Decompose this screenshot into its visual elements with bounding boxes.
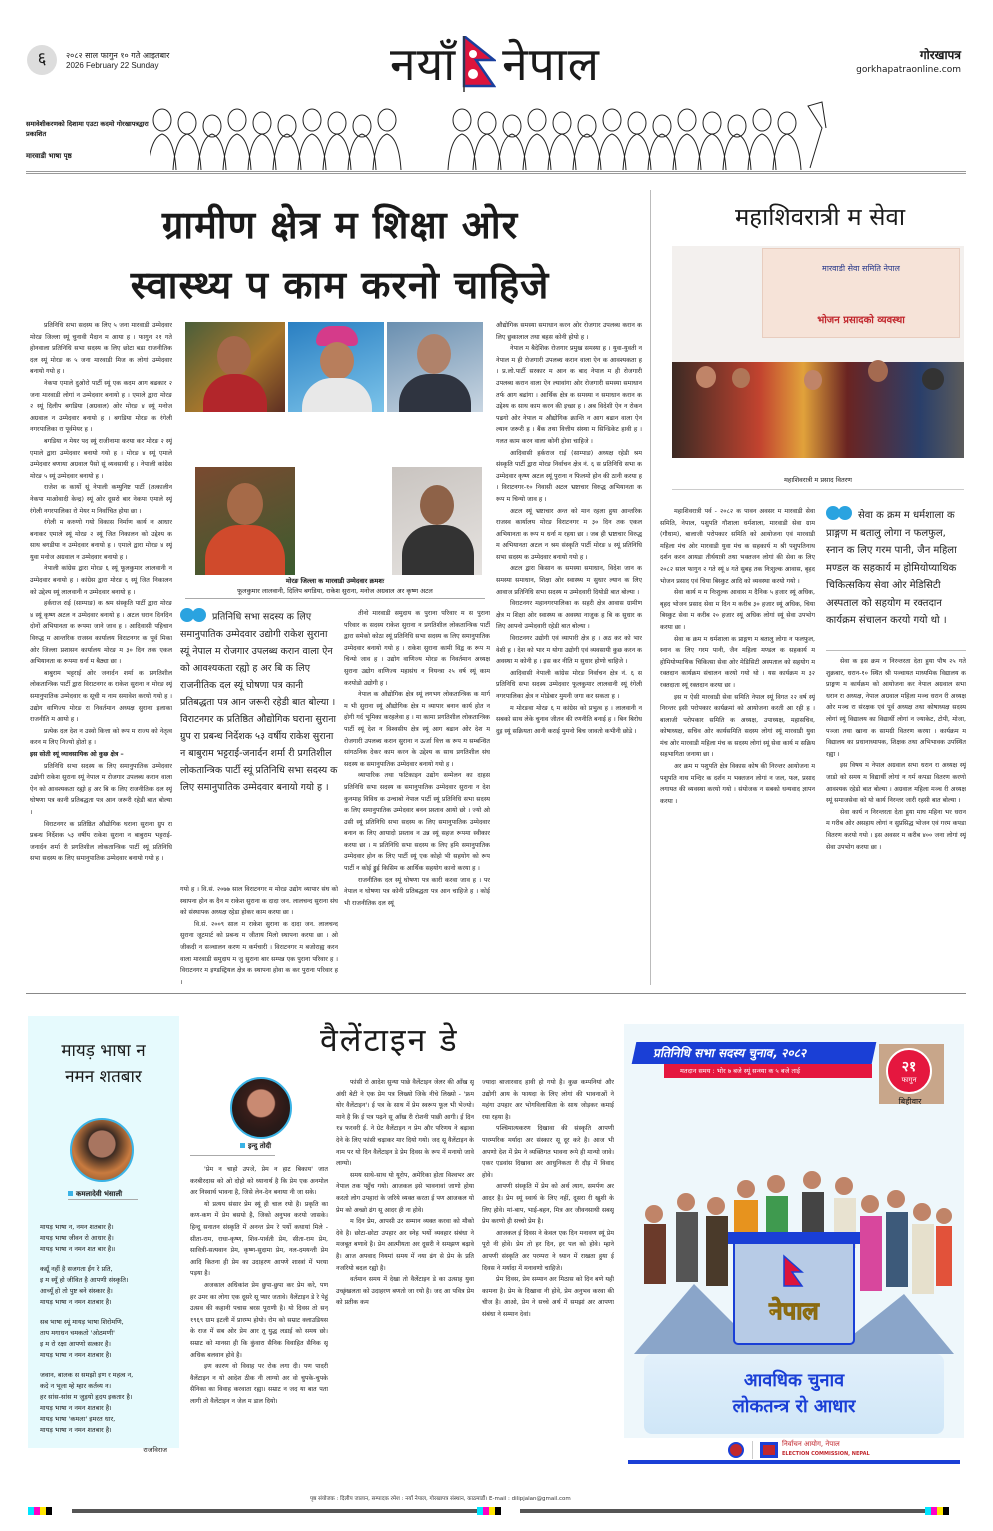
registration-marks xyxy=(925,1507,949,1515)
paragraph: आपणी संस्कृति में प्रेम को अर्थ त्याग, समर्पण अर आदर है। प्रेम स्यूं स्वार्थ के लिए नहीं, दूसरा री खुशी के लिए होवे। मां-बाप, भाई-बहन, मित्र अर जीवनसाथी सबसू प्रेम करणो ही सच्चो प्रेम है। xyxy=(482,1183,614,1226)
paragraph: इस विषय म नेपाल अग्रवाल सभा धरान रा अध्यक्ष स्यूं जाडो को समय म विद्यार्थी लोगां न गर्म कपडा वितरण करणो आवश्यक रहेडो बात बोल्या । अग्रवाल महिला मञ्च री अध्यक्ष स्यूं समाजसेवा को यो कार्य निरन्तर जारी रहसी बात बोल्या । xyxy=(826,762,966,805)
paragraph: आदिवासी हर्कराज राई (साम्पाङ) अध्यक्ष रहेडी श्रम संस्कृति पार्टी द्वारा मोरङ निर्वाचन क्षेत्र नं. ६ स प्रतिनिधि सभा क उम्मेदवार कृष्ण अटल स्यूं पुराना न फिलमो होन की ठानी करया ह । विराटनगर-१० निवासी अटल भ्रष्टाचार विरुद्ध अभियानता क रूप म चिन्यो जाव ह । xyxy=(496,449,642,503)
paragraph: सेवा कार्य न निरन्तरता देता हुया माघ महिना भर धरान म गरीब ओर असहाय लोगां न सुप्रसिद्ध भोजन एवं गरम कपडा वितरण करयो गयो । इस अवसर म करीब ४०० जना लोगां स्यूं सेवा उपभोग करया छा । xyxy=(826,808,966,851)
paragraph: 'प्रेम न चाहो उपजे, प्रेम न हाट बिकाय' जात करबीरदास को ओ दोहो को ध्यानार्थ है कि प्रेम एक अनमोल अर निस्वार्थ भावना है, जिसे लेन-देन बनाया नी जा सके। xyxy=(190,1166,328,1197)
paragraph: बगडिया न मेयर पद स्यूं राजीनामा करया कर मोरङ २ स्यूं एमाले द्वारा उम्मेदवार बनायो गयो ह । मोरङ ४ स्यूं एमाले उम्मेदवार बणाया अग्रवाल पैसो सूं व्यवसायी ह । नेपाली कांग्रेस मोरङ ५ स्यूं उम्मेदवार बनायो ह । xyxy=(30,437,172,480)
crowd-figure-body xyxy=(648,134,676,170)
crowd-figure xyxy=(678,109,696,131)
crowd-figure-body xyxy=(748,134,776,170)
crowd-figure xyxy=(528,109,546,131)
megaphone-icon xyxy=(808,102,826,168)
poem-title xyxy=(28,1038,179,1090)
pull-quote-text: प्रतिनिधि सभा सदस्य क लिए समानुपातिक उम्मेदवार उद्योगी राकेश सुराना स्यूं नेपाल म रोजगार उपलब्ध करान वाला ऐन को आवश्यकता रह्यो ह अर बि क लिए राजनीतिक दल स्यूं घोषणा पत्र कानी प्रतिबद्धता पत्र आन जरूरी रहेडी बात बोल्या । विराटनगर क प्रतिष्ठित औद्योगिक घराना सुराना ग्रुप रा प्रबन्ध निर्देशक ५३ वर्षीय राकेश सुराना न बाबुराम भट्टराई-जनार्दन शर्मा री प्रगतिशील लोकतान्त्रिक पार्टी स्यूं प्रतिनिधि सभा सदस्य क लिए समानुपातिक उम्मेदवार बनायो गयो ह । xyxy=(180,611,338,793)
crowd-figure-body xyxy=(673,134,701,170)
candidate-photo-lalwani xyxy=(185,322,285,412)
election-day: २१ xyxy=(901,1059,917,1075)
caption-divider xyxy=(185,598,485,599)
crowd-figure xyxy=(553,112,571,134)
crowd-figure-body xyxy=(223,134,251,170)
paragraph: गयो ह । वि.सं. २०७७ साल विराटनगर म मोरङ उद्योग व्यापार संघ को स्थापना होन क दैन म राकेश सुराना क दादा जन. लालचन्द सुराना संघ को संस्थापक अध्यक्ष रहेडा होकर काम करया छा । xyxy=(180,886,338,917)
poem-line: मायड़ भाषा न नमन शतबार है। xyxy=(40,1404,112,1412)
crowd-figure-body xyxy=(598,134,626,170)
masthead-divider xyxy=(26,171,966,174)
page-number: ६ xyxy=(27,45,57,75)
paragraph: म मोरङवा मोरङ ६ म कांग्रेस को प्रभुत्व ह । लालवानी न सबको साथ लेके चुनाव जीतन की रणनीति बनाई ह । बिन बिरोध दुइ स्यूं सक्रियता आनी कराई मुमनो बिच जावतो कभीनी छोडे । xyxy=(496,704,642,735)
crowd-figure-body xyxy=(623,134,651,170)
paragraph: विराटनगर महानगरपालिका क सहरी क्षेत्र आवास ग्रामीण क्षेत्र म शिक्षा ओर स्वास्थ्य क अवस्था नाजुक ह बि क सुधार क लिए आपनो उम्मेदवारी रहेडी बात बोल्या । xyxy=(496,600,642,631)
poem-place: राजविराज xyxy=(143,1446,167,1454)
quote-icon xyxy=(180,608,208,626)
crowd-figure xyxy=(178,112,196,134)
paragraph: व्यापारिक तथा फटिकाइन उद्योग सम्मेलन का दाहस प्रतिनिधि सभा सदस्य क समानुपातिक उम्मेदवार सुराना न देश कुनमाह विविध क उन्चाबो नेपाल पार्टी स्यूं प्रतिनिधि सभा सदस्य क लिए समानुपातिक उम्मेदवार बनन प्रस्ताव आयो छो । ज्यो ओ उसी स्यूं प्रतिनिधि सभा सदस्य क लिए समानुपातिक उम्मेदवार बनान क लिए आयादो प्रस्ताव न उन्न स्यूं सहज रूपमा स्वीकार करया छा । म प्रतिनिधि सभा सदस्य क लिए हमि समानुपातिक उम्मेदवार होन क लिए पार्टी स्यूं एक कोहो भी सहयोग को रूप पार्टी न कोई ड्डुई किसिम क आर्थिक सहयोग कानो करया ह । xyxy=(344,772,490,873)
paragraph: प्रेम दिवस, प्रेम सम्मान अर मिठास को दिन बणे यही कामना है। प्रेम के दिखावा नी होवे, प्रेम अनुभव करवा की चीज है। आओ, प्रेम ने सच्चे अर्थ में समझां अर आपणा संबंधा ने सम्मान देवां। xyxy=(482,1276,614,1318)
paragraph: रंगेली म करुणो गयो विकास निर्माण कार्य न आधार बनाकर एमाले स्यूं मोरङ २ स्यूं जित निकालन को उद्देश्य क साथ बगडीया न उम्मेदवार बनायो ह । एमाले द्वारा मोरङ ४ स्यूं युवा मनोज अग्रवाल न उम्मेदवार बनायो ह । xyxy=(30,519,172,561)
slogan-line-1: आवधिक चुनाव xyxy=(743,1370,845,1391)
masthead-right: नेपाल xyxy=(502,37,600,91)
paragraph: अटल स्यूं भ्रष्टाचार अन्त को मान रहला हुया आन्तरिक राजस्व कार्यालय मोरङ विराटनगर म ३० दिन तक एकल अभियानता क रूप म धर्ना म रहया छा । जब ही भ्रष्टाचार विरुद्ध म अभियानता अटल न श्रम संस्कृति पार्टी मोरङ ४ स्यूं प्रतिनिधि सभा सदस्य क उम्मेदवार बनायो गयो ह । xyxy=(496,507,642,561)
crowd-figure-body xyxy=(698,134,726,170)
paragraph: सेवा क इस क्रम न निरन्तरता देता हुया पौष २५ गते शुक्रबार, धरान-१० स्थित श्री पञ्चायत माध्यमिक विद्यालय क प्राङ्गण म कार्यक्रम को आयोजना कर नेपाल अग्रवाल सभा धरान रा अध्यक्ष, नेपाल अग्रवाल महिला मञ्च धरान री अध्यक्ष ओर मञ्च रा संरक्षक एवं पूर्व अध्यक्ष तथा कोषाध्यक्ष सदस्य लोगां स्यूं विद्यालय का विद्यार्थी लोगां न ज्याकेट, टोपी, मोजा, पञ्जा तथा खाना क सामग्री वितरण करया । कार्यक्रम म विद्यालय का प्रधानाध्यापक, शिक्षक तथा अभिभावक उपस्थित रह्या । xyxy=(826,658,966,758)
crowd-illustration xyxy=(150,98,840,170)
crowd-figure xyxy=(453,109,471,131)
crowd-figure-body xyxy=(498,134,526,170)
crowd-figure-body xyxy=(198,134,226,170)
poem-line: सब भाषा स्यूं मायड़ भाषा शिरोमणि, xyxy=(40,1318,124,1326)
masthead xyxy=(390,36,600,92)
pull-quote-main xyxy=(180,608,338,880)
paragraph: नेपाल क औद्योगिक क्षेत्र स्यूं लगभग लोकतान्त्रिक क मार्ग म भी सुराना स्यूं औद्योगिक क्षेत्र म व्यापार बनान कार्य होत न होगी गर्द भूमिका करहलेवा ह । मा कामा प्रगतिशील लोकतान्त्रिक पार्टी स्यूं देश न विश्वसीय क्षेत्र स्यूं आग बढान ओर देश म रोजगारी उपलब्ध करान सुराना न ऊर्जा वित्त क रूप म सम्बन्धित सांगठनिक देकर काम करन के उद्देश्य क साथ प्रगतिशील संघ सदस्य क समानुपातिक उम्मेदवार बनायो गयो ह । xyxy=(344,691,490,768)
nepal-flag-icon xyxy=(462,36,496,92)
side-column-1 xyxy=(660,506,815,986)
paragraph: ज्यादा बाजारवाद हावी हो गयो है। कुछ कम्पनियां और उद्योगी आय के फायदा के लिए लोगां की भावनाओं ने महंगा उपहार अर भोगविलासिता के साथ जोड़कर कमाई रया रहया है। xyxy=(482,1079,614,1121)
paragraph: इण कारण वो विवाह पर रोक लगा दी। पण पादरी वैलेंटाइन न यो आदेश ठीक नी लाग्यो अर वो चुपके-चुपके सैनिका का विवाह करवाता रह्या। सम्राट न जद या बात पता लागी तो वैलेंटाइन न जेल म डाल दियो। xyxy=(190,1363,328,1405)
paragraph: नेपाली कांग्रेस द्वारा मोरङ ६ स्यूं फूलकुमार लालवानी न उम्मेदवार बनायो ह । कांग्रेस द्वारा मोरङ ६ स्यूं जित निकालन को उद्देश्य स्यूं लालवानी न उम्मेदवार बनायो ह । xyxy=(30,565,172,596)
election-commission-logo-icon xyxy=(760,1442,778,1458)
poem-line: मायड़ भाषा 'कमला' इमरत धार, xyxy=(40,1415,116,1423)
paragraph: इस म ऐसी मारवाडी सेवा समिति नेपाल स्यूं विगत २२ वर्ष स्यूं निरन्तर इसी परोपकार कार्यक्रमां को आयोजना करती आ रही ह । बालाजी परोपकार समिति क अध्यक्ष, उपाध्यक्ष, महासचिव, कोषाध्यक्ष, सचिव ओर कार्यसमिति सदस्य लोगां स्यूं मारवाडी युवा मंच ओर मारवाडी महिला मंच क सदस्य लोगां स्यूं सेवा कार्य म सक्रिय सहभागिता जनाया छा । xyxy=(660,693,815,759)
crowd-figure xyxy=(253,112,271,134)
article-column-2 xyxy=(180,884,338,986)
banner-in-photo xyxy=(762,248,960,338)
paragraph: सेवा क क्रम म धर्मशाला क प्राङ्गण म बतालु लोगा न फलफुल, स्नान क लिए गरम पानी, जैन महिला मण्डल क सहकार्य म होमियोप्याथिक चिकित्सा सेवा ओर मेडिसिटी अस्पताल को सहयोग म रक्तदान कार्यक्रम संचालन करयो गयो थो । यस कार्यक्रम म ३२ रक्तदाता स्यूं रक्तदान करया छा । xyxy=(660,635,815,689)
crowd-figure-body xyxy=(373,134,401,170)
paragraph: बाबुराम भट्टराई ओर जनार्दन शर्मा क प्रगतिशील लोकतान्त्रिक पार्टी द्वारा विराटनगर क राकेश सुराना न मोरङ स्यूं समानुपातिक उम्मेदवार क सूची म नाम समावेश करयो गयो ह । उद्योग वाणिज्य मोरङ रा निवर्तमान अध्यक्ष सुराना इलाका राजनीति म आयो ह । xyxy=(30,669,172,724)
masthead-left: नयाँ xyxy=(390,37,457,91)
crowd-figure xyxy=(328,112,346,134)
valentine-author-avatar xyxy=(230,1077,292,1139)
candidate-photo-surana xyxy=(387,322,483,412)
ballot-nepal-text: नेपाल xyxy=(769,1297,819,1325)
poem-title-line-1: मायड़ भाषा न xyxy=(61,1041,146,1061)
crowd-figure xyxy=(228,109,246,131)
pull-quote-divider xyxy=(826,650,966,651)
valentine-column-1 xyxy=(190,1164,328,1486)
crowd-figure-body xyxy=(773,134,801,170)
paragraph: औद्योगिक समस्या समाधान करन ओर रोजगार उपलब्ध करान क लिए छुकालाल तथा बहस कोनी होयो ह । xyxy=(496,322,642,341)
pull-quote-side xyxy=(826,506,966,646)
photo-caption-line-2: फूलकुमार लालवानी, दिलिप बगडिया, राकेश सुराना, मनोज अग्रवाल अर कृष्ण अटल xyxy=(237,587,433,595)
publisher-brand xyxy=(856,46,961,75)
crowd-figure xyxy=(378,109,396,131)
election-date-badge xyxy=(886,1048,932,1094)
paragraph: यो प्रत्यय संसार प्रेम स्यूं ही चाल रयो है। प्रकृति का कण-कण में प्रेम बसयो है, जिको अनुभव करयो जासके। हिन्दू सनातन संस्कृति में अनन्त प्रेम रे पर्यो कथायां मिले - सीता-राम, राधा-कृष्ण, शिव-पार्वती प्रेम, सीता-राम प्रेम, सावित्री-सत्यवान प्रेम, कृष्ण-सुदामा प्रेम, नल-दमयन्ती प्रेम आदि कितना ही प्रेम का उदाहरण आपणे शास्त्रां में भरया पड़या है। xyxy=(190,1200,328,1278)
caption-divider xyxy=(672,489,964,490)
poem-line: मायड़ भाषा न नमन शतबार है। xyxy=(40,1426,112,1434)
logo-divider xyxy=(752,1441,753,1459)
crowd-figure-body xyxy=(548,134,576,170)
poem-line: ताय मगाधन चमकतो 'ओठमणी' xyxy=(40,1329,115,1337)
candidate-photo-agrawal xyxy=(195,467,295,575)
paragraph: नेपाल म बैदेशिक रोजगार प्रमुख समस्या ह । युवा-युवती न नेपाल म ही रोजगारी उपलब्ध करान वाला ऐन क आवश्यकता ह । प्र.लो.पार्टी सरकार म आन क बाद नेपाल म ही रोजगारी उपलब्ध करान वाला ऐन ल्यावांगा ओर रोजगारी समस्या समाधान तर्फ आग बढांगा । आर्थिक क्षेत्र क समस्या न समाधान करान क उद्देश्य क साथ काम करन की इच्छा ह । अब विदेशी ऐन न रोकन पढगो ओर नेपाल म औद्योगिक क्रान्ति न आग बढान वाला ऐन ल्यान जरूरी ह । बैंक तथा वित्तीय संस्था म सिन्डिकेट हावी ह । गलत काम करन वाला कोनी होवा चाहिजे । xyxy=(496,345,642,445)
paragraph: अजकाल अधिकांश प्रेम छुपा-छुपा कर प्रेम करे, पण हर उमर का लोगा एक दूसरे सू प्यार जतावे। वैलेंटाइन डे रे पेहुं उत्सव की कहानी पचास बरस पूराणी है। यो दिवस तो सन् १९६९ ग्राम इटली में प्रारम्भ होयो। रोम को सम्राट क्लाउडियस के राज में सब ओर प्रेम आर तू युद्ध लडाई को समय छो। सम्राट को मानसा ही कि कुंवारा सैनिक विवाहित सैनिक सू अधिक बलवान होवे है। xyxy=(190,1281,328,1359)
brand-name: गोरखापत्र xyxy=(919,48,961,62)
paragraph: हर्कराज राई (साम्पाङ) क श्रम संस्कृति पार्टी द्वारा मोरङ ४ स्यूं कृष्ण अटल न उम्मेदवार बनायो ह । अटल धरान दिनदिन दोनों अभियानता क रूपमा जाने जाव ह । आदिवासी पहिचान विरुद्ध म आन्तरिक राजस्व कार्यालय विराटनगर क पूर्व मिका ओर जिल्ला प्रशासन कार्यालय मोरङ म ३० दिन तक एकल अभियानता क रूपमा धर्ना म बैठ्या छा । xyxy=(30,600,172,666)
election-commission-en: ELECTION COMMISSION, NEPAL xyxy=(782,1451,870,1457)
candidate-photo-bagadiya xyxy=(288,322,384,412)
quote-icon xyxy=(826,506,854,524)
crowd-figure-body xyxy=(723,134,751,170)
slogan-line-2: लोकतन्त्र रो आधार xyxy=(732,1396,856,1417)
crowd-figure-body xyxy=(248,134,276,170)
poem-author-avatar xyxy=(70,1118,134,1182)
byline-divider xyxy=(190,1155,275,1156)
poem-line: मायड़ भाषा न नमन शत बार है॥ xyxy=(40,1245,116,1253)
paragraph: वर्तमान समय में देखा तो वैलेंटाइन डे का उत्साह युवा उच्छृंखलता को उदाहरण बणतो जा रयो है। जद आ पवित्र प्रेम को प्रतीक कम xyxy=(336,1276,474,1307)
paragraph: अर क्रम म पशुपति क्षेत्र विकास कोष की निरन्तर आयोजना म पशुपति नाथ मन्दिर क दर्शन म भक्तजन लोगां न जल, फल, प्रसाद लगायत की व्यवस्था करयो गयो । संयोजक न सबको धन्यवाद ज्ञापन करया । xyxy=(660,763,815,805)
paragraph: प्रत्येक दल देश न उस्वो कित्ता को रूप म राज्य को नेतृत्व करन म लिए निज्यो होतो ह । xyxy=(30,727,172,747)
paragraph: म दिन प्रेम, आपसी उर सम्मान व्यक्त करवा को मौको देवे है। छोटा-छोटा उपहार अर स्नेह भर्यो व्यवहार संबंधा ने मजबूत बणावे है। प्रेम आत्मीयता अर दूसरी ने समझण बढ़ावे है। आज अपवाद नियमां समय में नया ढंग से प्रेम के प्रति नजरियो बदल रह्यो है। xyxy=(336,1218,474,1272)
paragraph: वि.सं. २००९ साल म राकेश सुराना क दादा जन. लालचन्द सुराना जूटमार्ट को प्रबन्ध म जीताय मिलो स्थापना करया छा । ओ जीकदी न सञ्चालन करण म कर्मचारी । विराटनगर म बजोराह्य करन वाला मारवाडी समुदाय म जु सुराना बार सम्पन्न एक पुराना परिवार ह । विराटनगर म इण्डस्ट्रियल क्षेत्र क स्थापना होवा क कर पुराना परिवार ह । xyxy=(180,920,338,986)
paragraph: विराटनगर उद्योगी एवं व्यापारी क्षेत्र ह । अठ कर को भार वेशी ह । देश को भार म योगा उद्योगी एवं व्यवसायी कुछ करन क अवस्था म कोनी ह । इस कर नीति म सुधार होणो चाहिजे । xyxy=(496,635,642,666)
paragraph: फांसी रो आदेश सुन्या पाछे वैलेंटाइन जेलर की आँख सू अंधी बेटी ने एक प्रेम पत्र लिख्यो जिके नीचे लिख्यो - 'फ्रम योर वैलेंटाइन'। ई पत्र के साथ में प्रेम स्वरूप फूल भी भेज्यो। माने है कि ई पत्र पढ़ने सू आँख री रोशनी पाछी आगी। ई दिन १४ फरवरी ई. ने ग्रेट वैलेंटाइन न प्रेम और परिणय ने बढ़ावा देने के लिए फांसी चढ़ाकर मार दियो गयो। जद सू वैलेंटाइन के नाम पर यो दिन वैलेंटाइन डे प्रेम दिवस के रूप में मनायो जावे लाग्यो। xyxy=(336,1079,474,1168)
crowd-figure-body xyxy=(448,134,476,170)
headline-line-2: स्वास्थ्य प काम करनो चाहिजे xyxy=(130,263,550,307)
paragraph: सेवा कार्य म म निःशुल्क आवास म दैनिक ५ हजार स्यूं अधिक, बृहद भोजन प्रसाद सेवा म दिन म करीब ३० हजार स्यूं अधिक, चिया बिस्कुट सेवा म करीब २० हजार स्यूं अधिक लोगां स्यूं सेवा उपभोग करया छा । xyxy=(660,589,815,631)
poem-line: इ म रो रक्षा आपणो सत्कार है। xyxy=(40,1340,111,1348)
crowd-figure-body xyxy=(573,134,601,170)
website-link[interactable]: gorkhapatraonline.com xyxy=(856,65,961,75)
main-headline xyxy=(60,195,620,315)
election-commission-np: निर्वाचन आयोग, नेपाल xyxy=(782,1440,840,1448)
paragraph: राजेश क कार्यो सूं नेपाली कम्युनिष्ट पार्टी (तत्कालीन नेकपा माओवादी केन्द्र) स्यूं ओर दूसरो बार नेकपा एमाले स्यूं रंगेली नगरपालिका रो मेयर म निर्वाचित होया छा । xyxy=(30,484,172,515)
poem-box xyxy=(28,1016,179,1454)
byline-divider xyxy=(68,1199,138,1200)
paragraph: विराटनगर क प्रतिष्ठित औद्योगिक घराना सुराना ग्रुप रा प्रबन्ध निर्देशक ५३ वर्षीय राकेश सुराना न बाबुराम भट्टराई-जनार्दन शर्मा री प्रगतिशील लोकतान्त्रिक पार्टी स्यूं प्रतिनिधि सभा सदस्य क लिए समानुपातिक उम्मेदवार बनायो गयो ह । xyxy=(30,820,172,863)
voting-time: मतदान समय : भोर ७ बजे स्यूं सन्ध्या क ५ बजे ताई xyxy=(664,1064,872,1078)
paragraph: प्रतिनिधि सभा सदस्य क लिए समानुपातिक उम्मेदवार उद्योगी राकेश सुराना स्यूं नेपाल म रोजगार उपलब्ध करान वाला ऐन को आवश्यकता रह्यो ह अर बि क लिए राजनीतिक दल स्यूं घोषणा पत्र कानी प्रतिबद्धता पत्र आन जरूरी रहेडी बात बोल्या । xyxy=(30,762,172,816)
photo-caption xyxy=(180,576,490,596)
poem-line: मायड़ भाषा जीवन रो आधार है। xyxy=(40,1234,114,1242)
crowd-figure-body xyxy=(298,134,326,170)
paragraph: प्रतिनिधि सभा सदस्य क लिए ५ जना मारवाडी उम्मेदवार मोरङ जिल्ला स्यूं चुनावी मैदान म आया ह । फागुन २१ गते होनवाला प्रतिनिधि सभा सदस्य क लिए छोटा बडा राजनीतिक दल स्यूं मोरङ क ५ जना मारवाडी मिज क लोगां उम्मेदवार बनायो गयो ह । xyxy=(30,322,172,376)
crowd-figure-body xyxy=(273,134,301,170)
crowd-figure xyxy=(753,109,771,131)
crowd-figure xyxy=(778,112,796,134)
nepal-emblem-icon xyxy=(728,1442,744,1458)
poem-line: हर सांस-सांस म जुड़यो हृदय इकतार है। xyxy=(40,1393,133,1401)
poem-line: इ म स्यूँ हो जीवित है आपणी संस्कृति। xyxy=(40,1276,129,1284)
article-column-3 xyxy=(344,608,490,986)
advert-bottom-bar xyxy=(628,1460,960,1464)
poem-line: आच्यूँ हो तो पुष्ट बने संस्कार है। xyxy=(40,1287,113,1295)
poem-stanza xyxy=(40,1317,175,1361)
article-column-4 xyxy=(496,320,642,986)
page-credits: पृष्ठ संयोजक : दिलीप जालान, सम्पादक रमेश : नयाँ नेपाल, गोरखापत्र संस्थान, काठमाडौं। E-mail : dilipjalan@gmail.com xyxy=(310,1496,571,1502)
election-weekday: बिहीवार xyxy=(898,1097,922,1106)
valentine-column-2 xyxy=(336,1077,474,1486)
paragraph: राजनीतिक दल स्यूं घोषणा पत्र कारी करवा जाव ह । पर नेपाल न घोषणा पत्र कोनी प्रतिबद्धता पत्र आन चाहिजे ह । कोई भी राजनीतिक दल स्यूं xyxy=(344,876,490,907)
crowd-figure-body xyxy=(523,134,551,170)
column-divider xyxy=(650,190,651,985)
poem-line: मायड़ भाषा न नमन शतबार है। xyxy=(40,1298,112,1306)
election-advert xyxy=(624,1024,964,1464)
article-column-1 xyxy=(30,320,172,986)
valentine-column-3 xyxy=(482,1077,614,1486)
poem-line: कदे न भूला म्हे म्हार कर्तव्य न। xyxy=(40,1382,112,1390)
poem-line: मायड़ भाषा न, नमन शतबार है। xyxy=(40,1223,114,1231)
section-divider xyxy=(26,993,966,994)
poem-stanza xyxy=(40,1370,175,1436)
poem-stanza xyxy=(40,1264,175,1308)
registration-marks xyxy=(28,1507,52,1515)
tagline: समावेशीकरणको दिशामा एउटा कदम‌ो गोरखापत्रद्वारा प्रकाशित xyxy=(26,120,149,138)
photo-caption-line-1: मोरङ जिल्ला क मारवाडी उम्मेदवार क्रमशः xyxy=(285,577,385,585)
paragraph: महाशिवरात्री पर्व - २०८२ क पावन अवसर म मारवाडी सेवा समिति, नेपाल, पशुपति गौशाला धर्मशाला, मारवाडी सेवा ग्राम (गौधाम), बालाजी परोपकार समिति को आयोजना एवं मारवाडी महिला मंच ओर मारवाडी युवा मंच क सहकार्य म श्री पशुपतिनाथ दर्शन करन आयडा तीर्थयात्री तथा भक्तजन लोगां की सेवा क लिए २०८२ साल फागुन २ गते स्यूं ४ गते सुबह तक निःशुल्क आवास, बृहद भोजन प्रसाद एवं चिया बिस्कुट आदि को व्यवस्था करयो गयो । xyxy=(660,508,815,585)
footer-rule-right xyxy=(520,1509,925,1513)
crowd-figure xyxy=(303,109,321,131)
paragraph: नेकपा एमाले दुओरो पार्टी स्यूं एक कदम आग बढकार २ जना मारवाडी लोगां न उम्मेदवार बनायो ह । एमाले द्वारा मोरङ २ स्यूं दिलीप बगडिया (अग्रवाल) ओर मोरङ ४ स्यूं मनोज अग्रवाल न उम्मेदवार बनायो ह । बगडिया मोरङ क रंगेली नगरपालिका रा पूर्वमेयर ह । xyxy=(30,379,172,434)
paragraph: पश्चिमात्यकरण दिखावा की संस्कृति आपणी पारम्परिक मर्यादा अर संस्कार सू दूर करे है। आज भी अपणो देश में प्रेम ने व्यक्तिगत भावना रूपे ही मान्यो जावे। एकर एडवांस दिखावा अर आधुनिकता री दौड़ में विवाद होवे। xyxy=(482,1125,614,1179)
date-english: 2026 February 22 Sunday xyxy=(66,61,159,70)
date-nepali: २०८२ साल फागुन १० गते आइतबार xyxy=(66,51,170,60)
registration-marks xyxy=(477,1507,501,1515)
crowd-figure-body xyxy=(473,134,501,170)
poem-author: कमलादेवी भंसाली xyxy=(68,1190,122,1199)
paragraph: तीनो मारवाडी समुदाय क पुराना परिवार म स पुराना परिवार क सदस्य राकेश सुराना न प्रगतिशील लोकतान्त्रिक पार्टी द्वारा समेको कोठा स्यूं प्रतिनिधि सभा सदस्य क लिए समानुपातिक उम्मेदवार बनायो गयो ह । राकेश सुराना कामी विद्व क रूप म चिन्यो जाव ह । उद्योग वाणिज्य मोरङ क निवर्तमान अध्यक्ष सुराना उद्योग वाणिज्य महासंघ न नियन्त्रा २५ वर्ष स्यूं काम करयोडो उद्योगी ह । xyxy=(344,610,490,687)
paragraph: अटल द्वारा किसान क समस्या समाधान, विदेश जान क समस्या समाधान, शिक्षा ओर स्वास्थ्य म सुधार ल्यान क लिए आवाज प्रतिनिधि सभा सदस्य म उम्मेदवारी दियोडी बात बोल्या । xyxy=(496,565,642,596)
crowd-figure-body xyxy=(348,134,376,170)
side-photo-caption: महाशिवरात्री म प्रसाद वितरण xyxy=(783,476,853,484)
headline-line-1: ग्रामीण क्षेत्र म शिक्षा ओर xyxy=(161,203,519,247)
subhead: इस सोती स्यूं व्यावसायिक ओ कुछ क्षेत्र – xyxy=(30,750,124,758)
candidate-photo-atal xyxy=(392,467,482,575)
crowd-figure xyxy=(703,112,721,134)
crowd-figure xyxy=(478,112,496,134)
side-column-2 xyxy=(826,656,966,986)
poem-line: जवान, बालक स समझो इण र महत्व न, xyxy=(40,1371,134,1379)
election-month: फागुन xyxy=(901,1076,917,1084)
banner-org: मारवाडी सेवा समिति नेपाल xyxy=(822,264,900,273)
banner-text: भोजन प्रसादको व्यवस्था xyxy=(817,315,905,326)
poem-line: कद्यूँ नहीं है सजगता ईंग रे प्रति, xyxy=(40,1265,113,1273)
crowd-figure-body xyxy=(173,134,201,170)
footer-rule-left xyxy=(72,1509,477,1513)
side-article-title: महाशिवरात्री म सेवा xyxy=(734,203,906,231)
crowd-figure xyxy=(628,112,646,134)
paragraph: समय साथे-साथ यो यूरोप, अमेरिका होता विश्वभर अर नेपाल तक पहुँच गयो। आजकल इसे भावनावां जाणो होया करतो लोग उपहारां के जरिये व्यक्त करता ई पण आजकल यो प्रेम को अच्छो ढंग सू आदर ही ना होवे। xyxy=(336,1171,474,1214)
valentine-author: इन्दु तोदी xyxy=(240,1142,271,1151)
advert-headline: प्रतिनिधि सभा सदस्य चुनाव, २०८२ xyxy=(632,1042,877,1064)
poem-line: मायड़ भाषा न नमन शतबार है। xyxy=(40,1351,112,1359)
poem-stanza xyxy=(40,1222,175,1255)
poem-body xyxy=(40,1222,175,1456)
paragraph: आदिवासी नेपाली कांग्रेस मोरङ निर्वाचन क्षेत्र नं. ६ स प्रतिनिधि सभा सदस्य उम्मेदवार फूलकुमार लालवानी स्यूं रंगेली नगरपालिका क्षेत्र न मोडेबार मुमनी जगा कर सकता ह । xyxy=(496,669,642,700)
paragraph: आजकल ई दिवस ने केवल एक दिन मनावण स्यूं प्रेम पूरो नी होवे। प्रेम तो हर दिन, हर पल को होवे। म्हाने आपणी संस्कृति अर परम्परा ने ध्यान में राखता हुया ई दिवस ने मर्यादा में मनावणो चाहिजे। xyxy=(482,1229,614,1272)
shivaratri-photo xyxy=(672,246,964,458)
crowd-figure xyxy=(603,109,621,131)
advert-slogan xyxy=(644,1354,944,1434)
poem-title-line-2: नमन शतबार xyxy=(65,1067,142,1087)
pull-quote-side-text: सेवा क क्रम म धर्मशाला क प्राङ्गण म बतालु लोगा न फलफुल, स्नान क लिए गरम पानी, जैन महिला मण्डल क सहकार्य म होमियोप्याथिक चिकित्सकिय सेवा ओर मेडिसिटी अस्पताल को सहयोग म रक्तदान कार्यक्रम संचालन करयो गयो थो । xyxy=(826,510,957,626)
section-label: मारवाडी भाषा पृष्ठ xyxy=(26,152,72,160)
crowd-figure-body xyxy=(323,134,351,170)
valentine-title: वैलेंटाइन डे xyxy=(320,1021,459,1059)
